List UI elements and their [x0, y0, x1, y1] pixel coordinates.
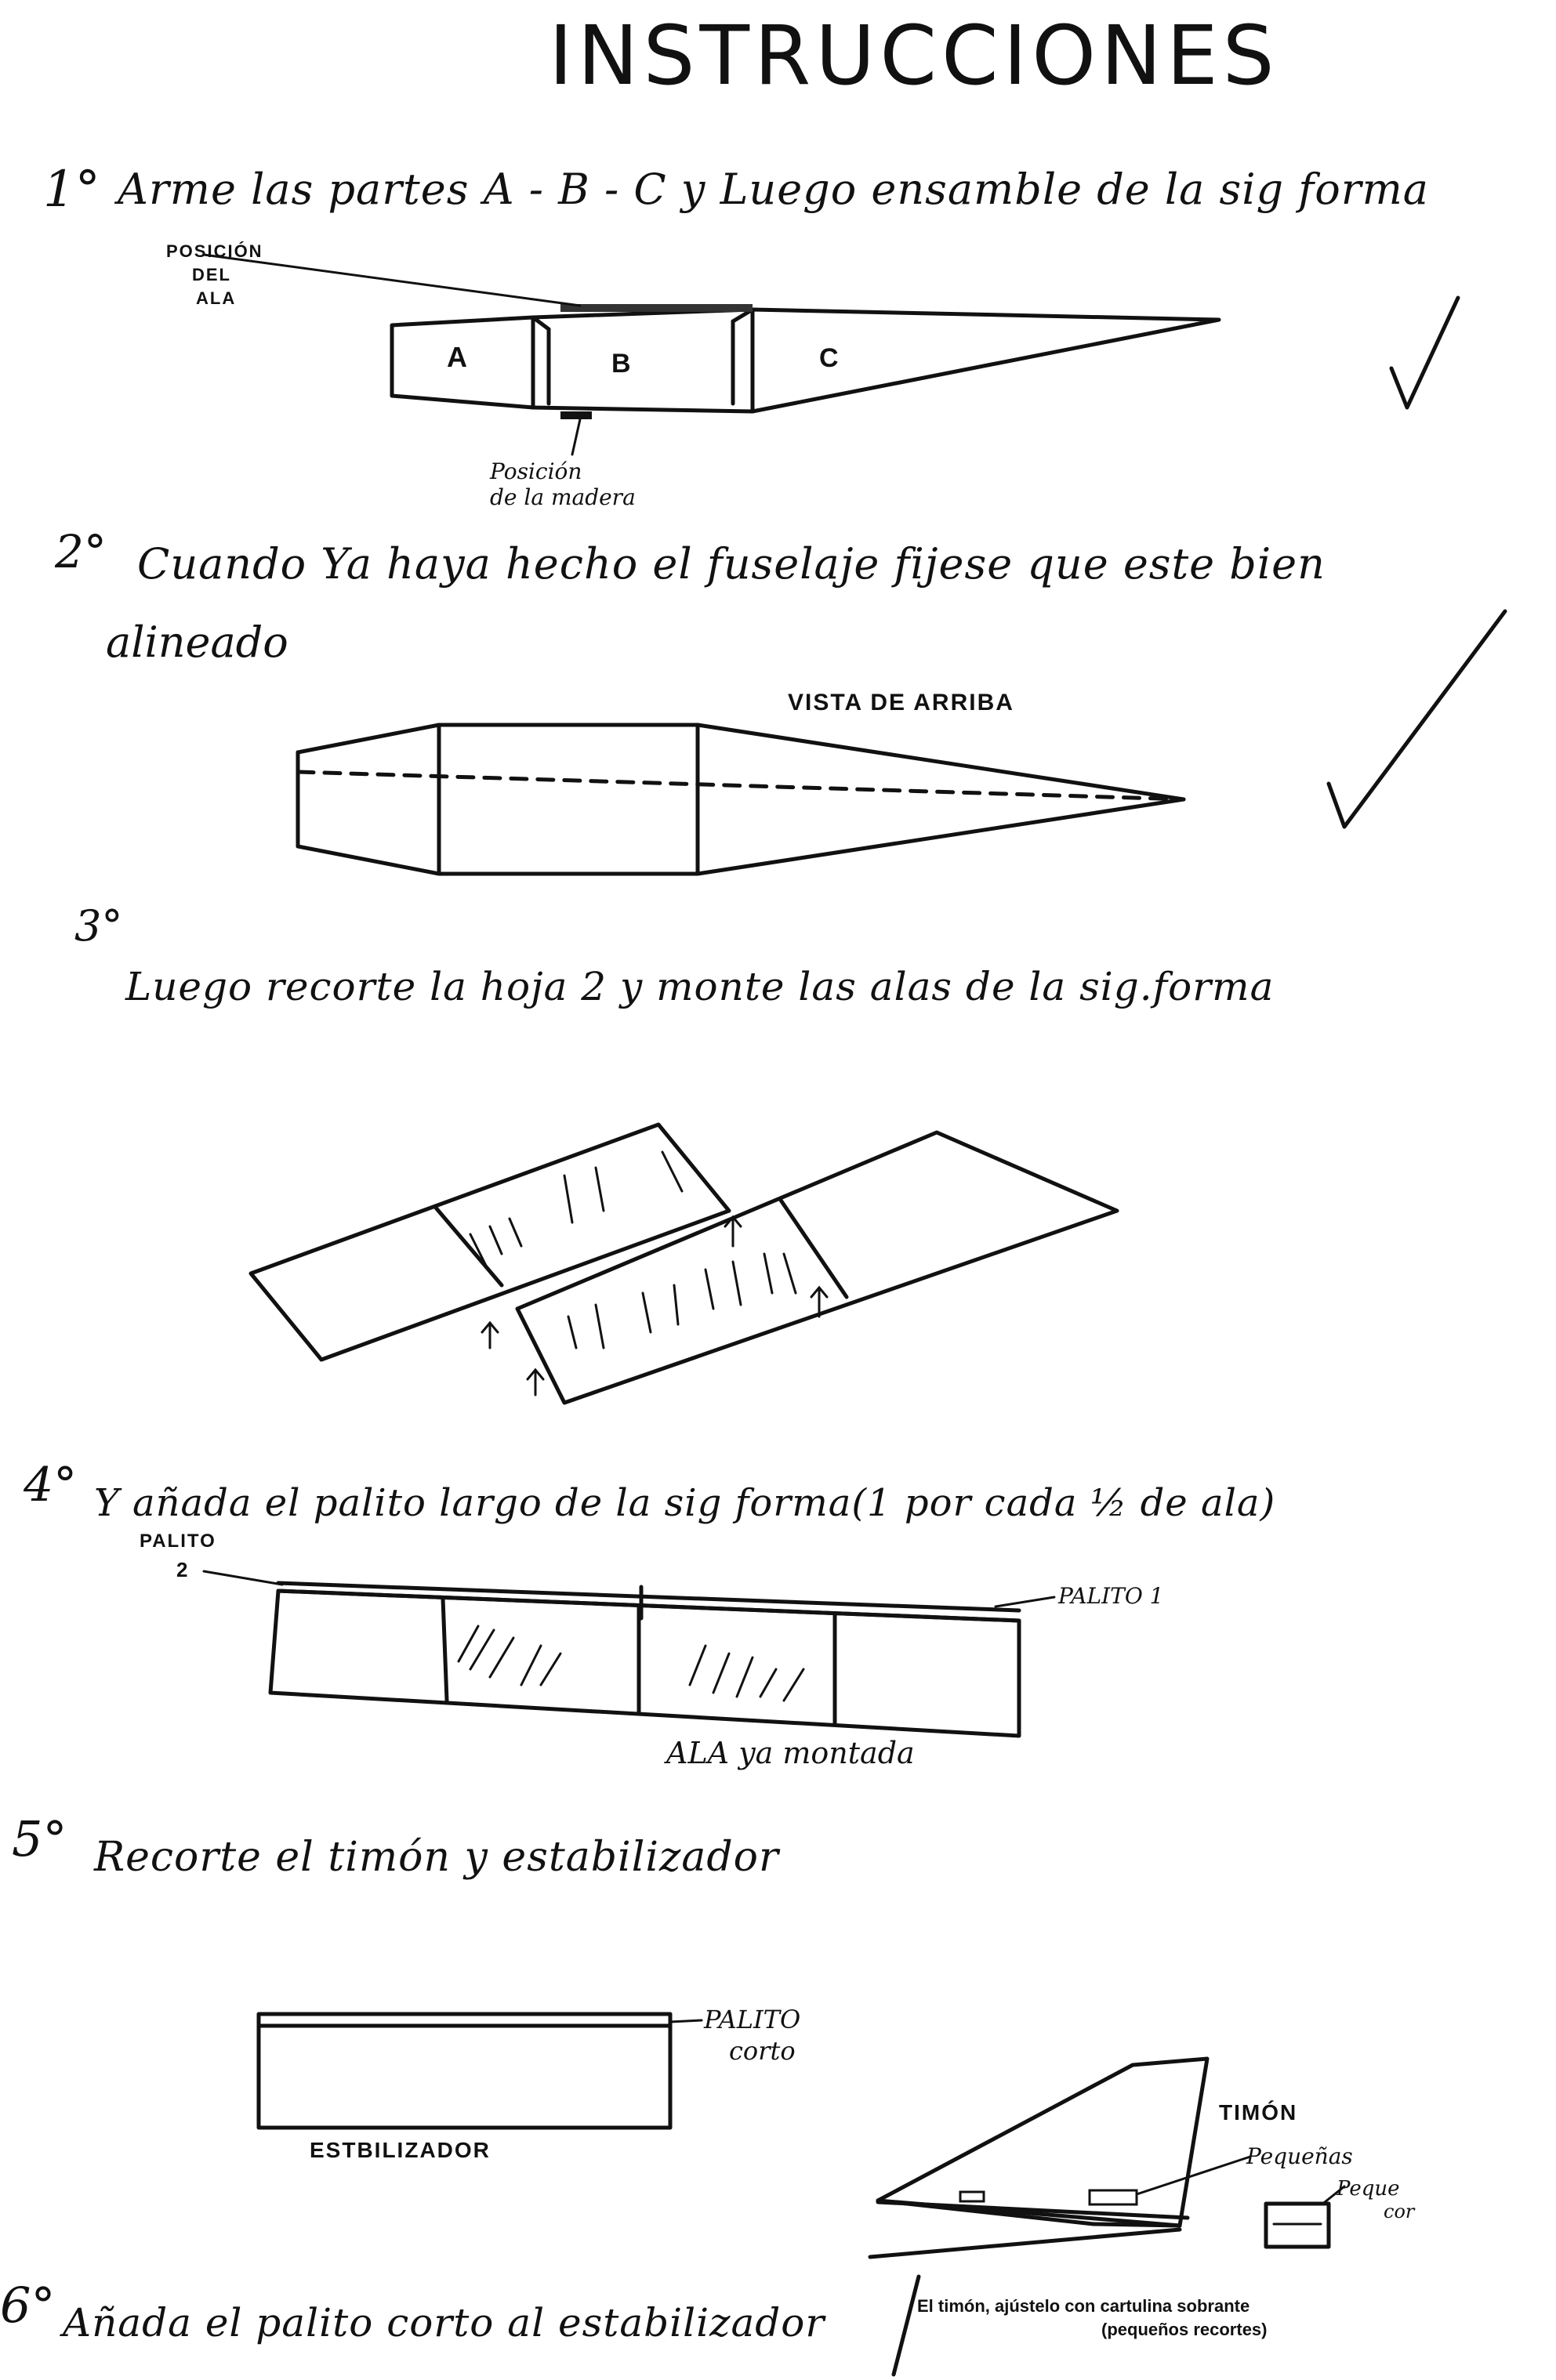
assembled-wing-caption: ALA ya montada	[666, 1736, 915, 1770]
stabilizer-drawing	[259, 2014, 702, 2128]
wing-halves-assembly	[251, 1125, 1117, 1403]
check-mark-icon	[1391, 298, 1458, 408]
step-4-number: 4°	[24, 1458, 78, 1512]
short-stick-label-2: corto	[729, 2036, 796, 2066]
stick-2-label: PALITO	[140, 1531, 216, 1552]
page-title: INSTRUCCIONES	[549, 8, 1279, 103]
step-1-number: 1°	[43, 161, 100, 219]
rudder-note-2: (pequeños recortes)	[1101, 2320, 1268, 2339]
stick-1-label: PALITO 1	[1058, 1583, 1164, 1609]
rudder-label: TIMÓN	[1219, 2100, 1298, 2125]
assembled-wing	[204, 1571, 1054, 1736]
small-cuts-label: Pequeñas	[1246, 2143, 1353, 2169]
part-a-label: A	[447, 341, 469, 373]
rudder-drawing	[870, 2059, 1344, 2257]
check-mark-icon	[1329, 611, 1505, 827]
wood-position-label-2: de la madera	[490, 484, 636, 510]
step-2-text-2: alineado	[106, 618, 288, 667]
wood-position-label: Posición	[490, 458, 582, 484]
stick-2-number: 2	[176, 1558, 190, 1581]
part-c-label: C	[819, 343, 840, 373]
step-2-text: Cuando Ya haya hecho el fuselaje fijese que este bien	[137, 539, 1326, 589]
step-6-text: Añada el palito corto al estabilizador	[63, 2300, 825, 2346]
wing-position-label-3: ALA	[196, 288, 237, 308]
small-cuts-label-2: Peque	[1337, 2177, 1400, 2201]
step-3-number: 3°	[74, 901, 123, 951]
rudder-note: El timón, ajústelo con cartulina sobrante	[917, 2296, 1250, 2316]
short-stick-label: PALITO	[704, 2005, 801, 2034]
part-b-label: B	[611, 349, 633, 379]
top-view-label: VISTA DE ARRIBA	[788, 690, 1014, 715]
step-2-number: 2°	[55, 525, 107, 578]
step-4-text: Y añada el palito largo de la sig forma(1 por cada ½ de ala)	[94, 1481, 1276, 1525]
step-5-text: Recorte el timón y estabilizador	[94, 1834, 779, 1881]
wing-position-label-2: DEL	[192, 265, 231, 284]
step-5-number: 5°	[12, 1810, 67, 1867]
wing-position-marker	[560, 304, 753, 312]
step-6-number: 6°	[0, 2277, 56, 2334]
stabilizer-label: ESTBILIZADOR	[310, 2138, 491, 2162]
up-arrow-icon	[482, 1217, 827, 1395]
fuselage-side-view	[204, 255, 1219, 455]
note-divider	[894, 2277, 919, 2375]
wood-position-marker	[560, 411, 592, 419]
small-cuts-label-3: cor	[1384, 2201, 1415, 2222]
step-3-text: Luego recorte la hoja 2 y monte las alas de la sig.forma	[125, 964, 1275, 1009]
step-1-text: Arme las partes A - B - C y Luego ensamble de la sig forma	[118, 165, 1429, 214]
fuselage-top-view	[298, 725, 1184, 874]
wing-position-label: POSICIÓN	[166, 241, 263, 261]
